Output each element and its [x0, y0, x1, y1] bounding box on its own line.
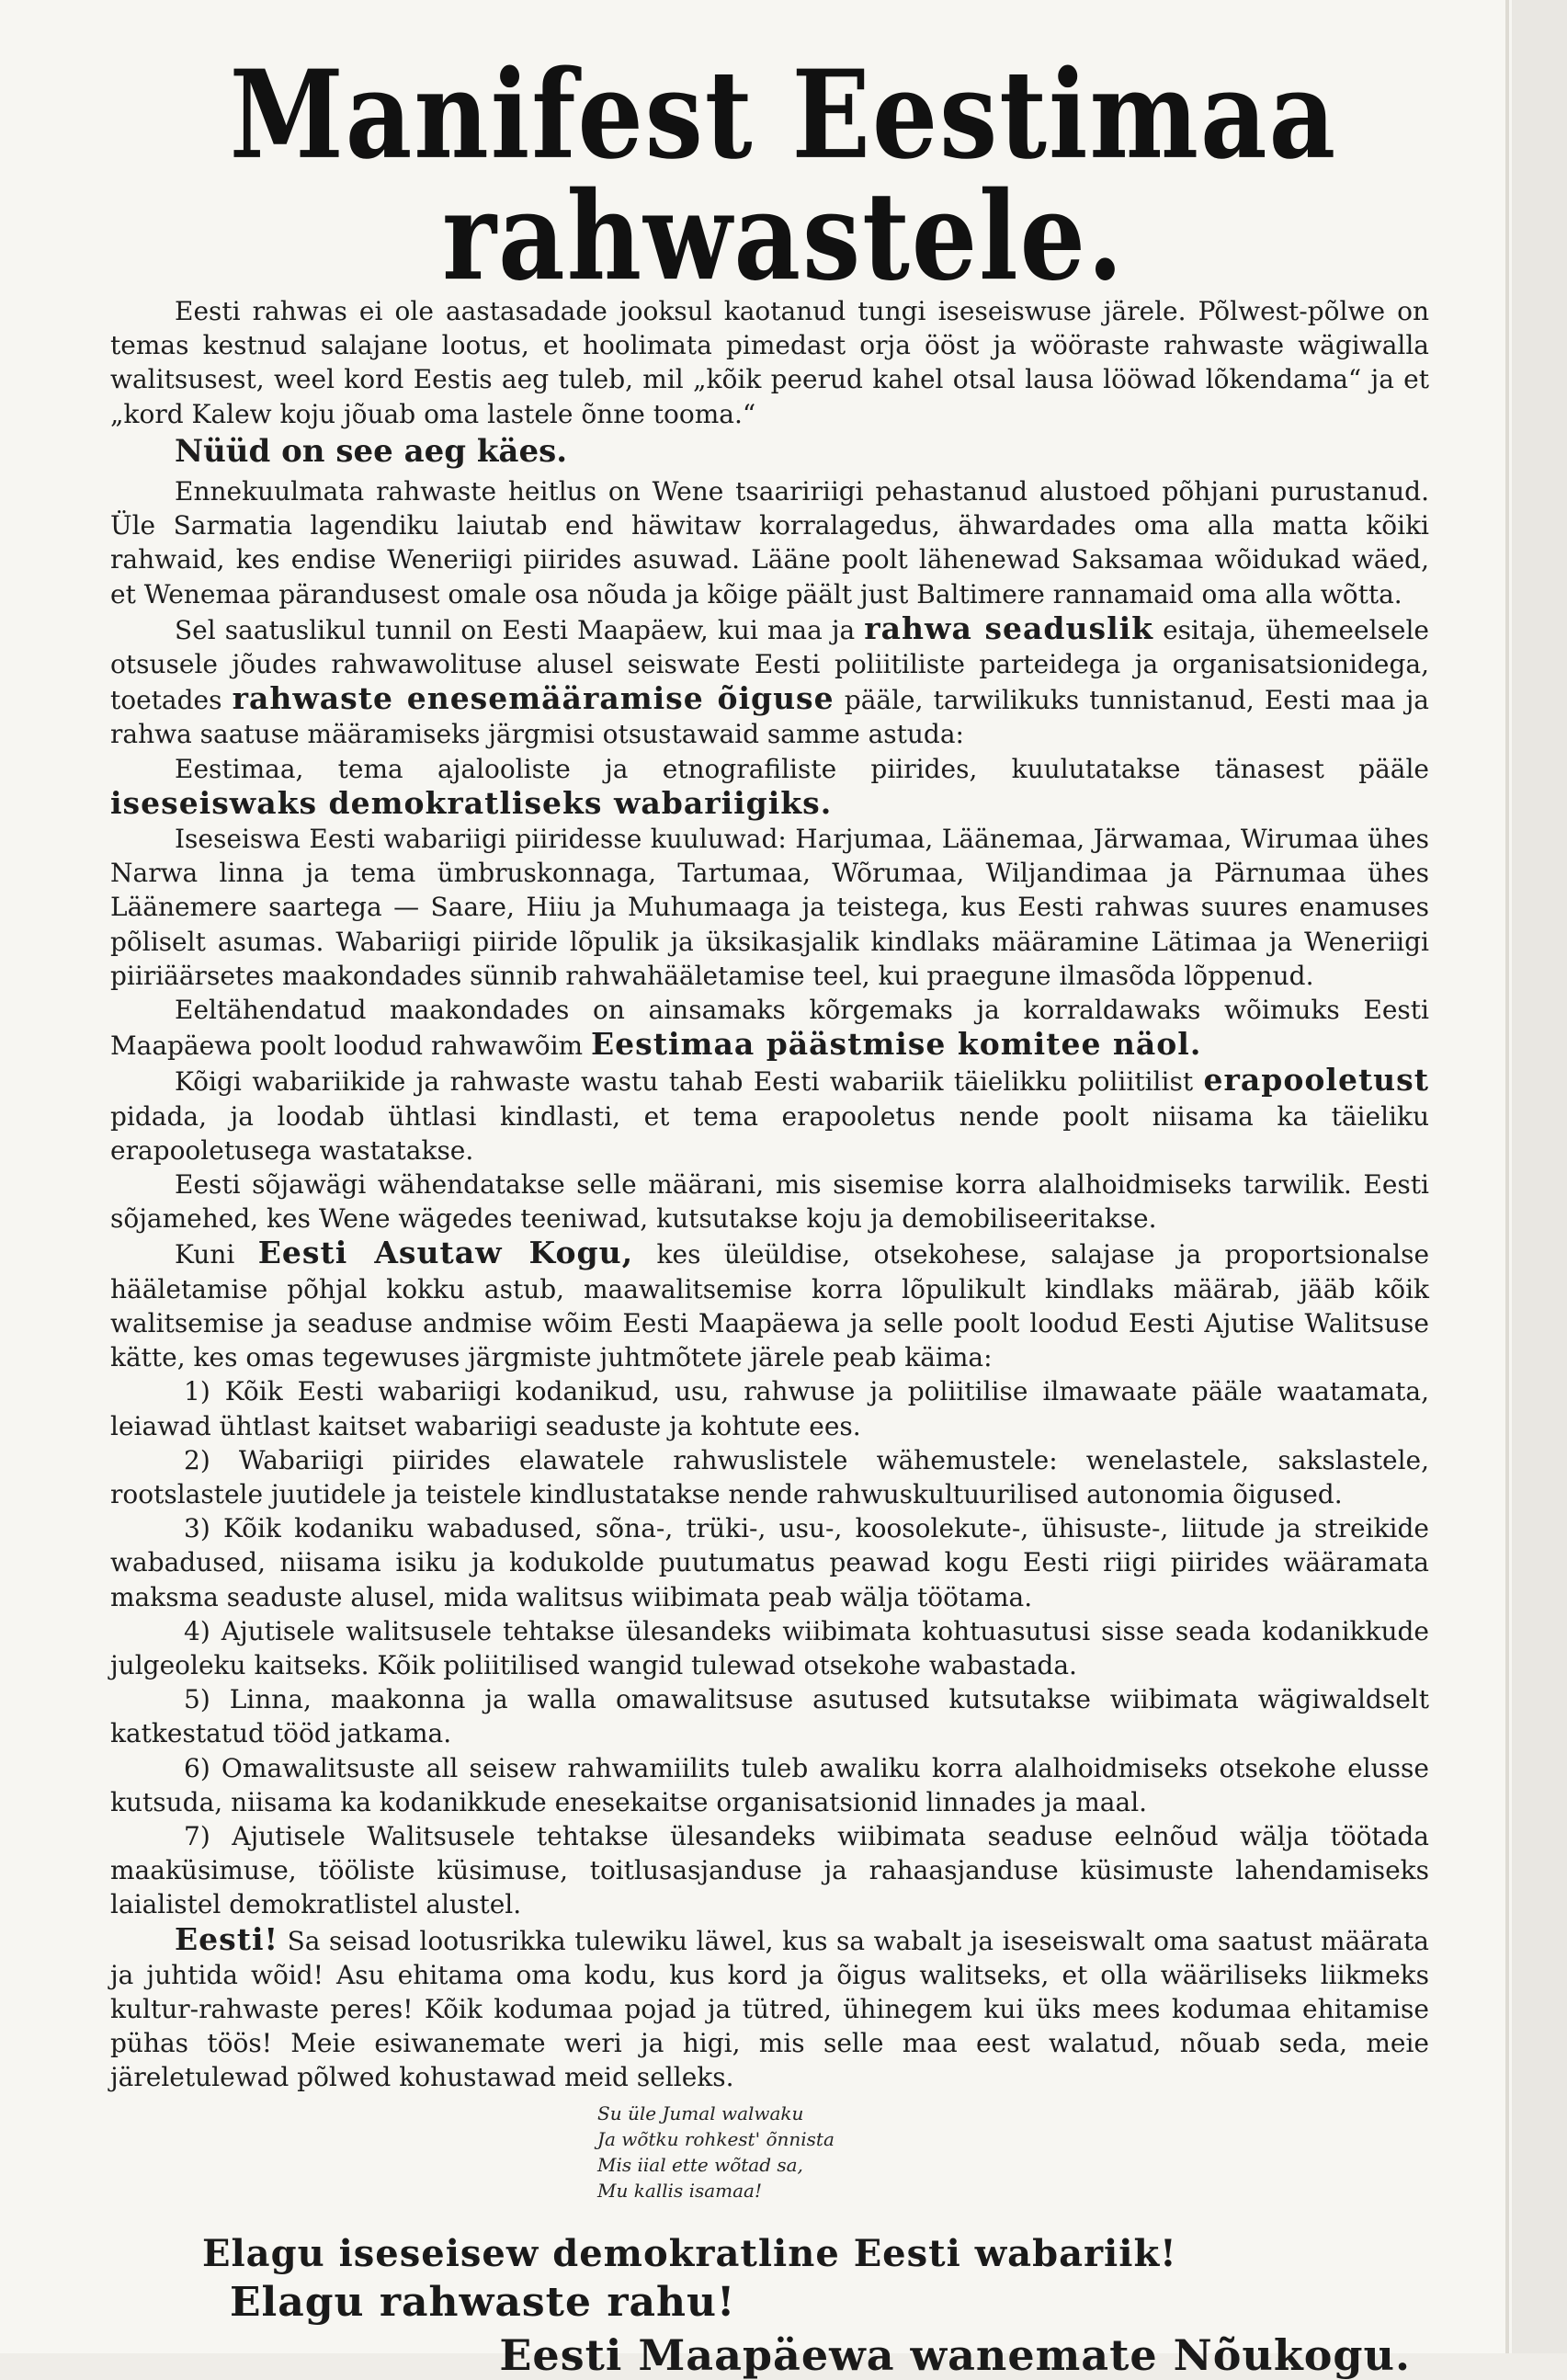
- paragraph-6-emphasis: erapooletust: [1203, 1062, 1429, 1099]
- closing-line-1: Elagu iseseisew demokratline Eesti wabariik!: [202, 2231, 1177, 2275]
- paragraph-6: [110, 1063, 1429, 1167]
- paragraph-8-text-a: Kuni: [175, 1239, 235, 1270]
- appeal-text: Sa seisad lootusrikka tulewiku läwel, kus sa wabalt ja iseseiswalt oma saatust määrata ja juhtida wõid! Asu ehitama oma kodu, kus kord ja õigus walitseks, et olla wääriliseks liikmeks kultur-rahwaste peres! Kõik kodumaa pojad ja tütred, ühinegem kui üks mees kodumaa ehitamise pühas töös! Meie esiwanemate weri ja higi, mis selle maa eest walatud, nõuab seda, meie järeletulewad põlwed kohustawad meid selleks.: [110, 1925, 1430, 2093]
- list-item-4: 4) Ajutisele walitsusele tehtakse ülesandeks wiibimata kohtuasutusi sisse seada kodanikkude julgeoleku kaitseks. Kõik poliitilised wangid tulewad otsekohe wabastada.: [110, 1615, 1429, 1680]
- list-item-2: 2) Wabariigi piirides elawatele rahwuslistele wähemustele: wenelastele, sakslastele, rootslastele juutidele ja teistele kindlustatakse nende rahwuskultuurilised autonomia õigused.: [110, 1444, 1429, 1509]
- list-item-5: 5) Linna, maakonna ja walla omawalitsuse asutused kutsutakse wiibimata wägiwaldselt katkestatud tööd jatkama.: [110, 1684, 1429, 1749]
- paragraph-2: [110, 611, 1429, 752]
- paragraph-8-text-b: kes üleüldise, otsekohese, salajase ja proportsionalse hääletamise põhjal kokku astub, maawalitsemise korra lõpulikult kindlaks määrab, jääb kõik walitsemise ja seaduse andmise wõim Eesti Maapäewa ja selle poolt loodud Eesti Ajutise Walitsuse kätte, kes omas tegewuses järgmiste juhtmõtete järele peab käima:: [110, 1239, 1430, 1373]
- paragraph-2-text-c: pääle, tarwilikuks tunnistanud, Eesti maa ja rahwa saatuse määramiseks järgmisi otsustawaid samme astuda:: [110, 685, 1429, 750]
- paragraph-2-text-b: esitaja, ühemeelsele otsusele jõudes rahwawolituse alusel seiswate Eesti poliitiliste parteidega ja organisatsionidega, toetades: [110, 614, 1429, 716]
- paragraph-1: Ennekuulmata rahwaste heitlus on Wene tsaaririigi pehastanud alustoed põhjani purustanud. Üle Sarmatia lagendiku laiutab end häwitaw korralagedus, ähwardades oma alla matta kõiki rahwaid, kes endise Weneriigi piirides asuwad. Lääne poolt lähenewad Saksamaa wõidukad wäed, et Wenemaa pärandusest omale osa nõuda ja kõige päält just Baltimere rannamaid oma alla wõtta.: [110, 476, 1429, 609]
- paragraph-5-text: Eeltähendatud maakondades on ainsamaks kõrgemaks ja korraldawaks wõimuks Eesti Maapäewa poolt loodud rahwawõim: [110, 995, 1429, 1062]
- list-item-6: 6) Omawalitsuste all seisew rahwamiilits tuleb awaliku korra alalhoidmiseks otsekohe elusse kutsuda, niisama ka kodanikkude enesekaitse organisatsionid linnades ja maal.: [110, 1752, 1429, 1817]
- paragraph-6-text-a: Kõigi wabariikide ja rahwaste wastu tahab Eesti wabariik täielikku poliitilist: [175, 1066, 1194, 1098]
- list-item-1: 1) Kõik Eesti wabariigi kodanikud, usu, rahwuse ja poliitilise ilmawaate pääle waatamata, leiawad ühtlast kaitset wabariigi seaduste ja kohtute ees.: [110, 1376, 1429, 1441]
- poem-line-1: Su üle Jumal walwaku: [597, 2101, 804, 2124]
- intro-paragraph: Eesti rahwas ei ole aastasadade jooksul kaotanud tungi iseseiswuse järele. Põlwest-põlwe on temas kestnud salajane lootus, et hoolimata pimedast orja ööst ja wööraste rahwaste wägiwalla walitsusest, weel kord Eestis aeg tuleb, mil „kõik peerud kahel otsal lausa lööwad lõkendama“ ja et „kord Kalew koju jõuab oma lastele õnne tooma.“: [110, 296, 1429, 429]
- manifesto-body: [110, 294, 1429, 2095]
- paragraph-2-emphasis-1: rahwa seaduslik: [864, 609, 1154, 646]
- paper-edge: [1512, 0, 1567, 2353]
- paragraph-6-text-b: pidada, ja loodab ühtlasi kindlasti, et tema erapooletus nende poolt niisama ka täieliku erapooletusega wastatakse.: [110, 1100, 1429, 1166]
- poem-line-3: Mis iial ette wõtad sa,: [597, 2153, 803, 2176]
- paragraph-5: [110, 993, 1429, 1063]
- paragraph-7: Eesti sõjawägi wähendatakse selle määrani, mis sisemise korra alalhoidmiseks tarwilik. Eesti sõjamehed, kes Wene wägedes teeniwad, kutsutakse koju ja demobilisееritakse.: [110, 1169, 1429, 1235]
- closing-line-2: Elagu rahwaste rahu!: [230, 2278, 736, 2326]
- paragraph-3-emphasis: iseseiswaks demokratliseks wabariigiks.: [110, 784, 833, 821]
- appeal-paragraph: [110, 1922, 1429, 2095]
- now-heading: Nüüd on see aeg käes.: [175, 432, 568, 470]
- page-title: Manifest Eestimaa rahwastele.: [229, 44, 1338, 308]
- list-item-7: 7) Ajutisele Walitsusele tehtakse ülesandeks wiibimata seaduse eelnõud wälja töötada maaküsimuse, tööliste küsimuse, toitlusasjanduse ja rahaasjanduse küsimuste lahendamiseks laialistel demokratlistel alustel.: [110, 1820, 1429, 1920]
- paragraph-2-text-a: Sel saatuslikul tunnil on Eesti Maapäew, kui maa ja: [175, 614, 856, 645]
- paragraph-3: [110, 752, 1429, 822]
- poem-verse: [597, 2101, 1429, 2203]
- poem-line-4: Mu kallis isamaa!: [597, 2179, 763, 2202]
- paragraph-4: Iseseiswa Eesti wabariigi piiridesse kuuluwad: Harjumaa, Läänemaa, Järwamaa, Wirumaa ühes Narwa linna ja tema ümbruskonnaga, Tartumaa, Wõrumaa, Wiljandimaa ja Pärnumaa ühes Läänemere saartega — Saare, Hiiu ja Muhumaaga ja teistega, kus Eesti rahwas suures enamuses põliselt asumas. Wabariigi piiride lõpulik ja üksikasjalik kindlaks määramine Lätimaa ja Weneriigi piiriäärsetes maakondades sünnib rahwahääletamise teel, kui praegune ilmasõda lõppenud.: [110, 824, 1429, 991]
- list-item-3: 3) Kõik kodaniku wabadused, sõna-, trüki-, usu-, koosolekute-, ühisuste-, liitude ja streikide wabadused, niisama isiku ja kodukolde puutumatus peawad kogu Eesti riigi piirides wääramata maksma seaduste alusel, mida walitsus wiibimata peab wälja töötama.: [110, 1513, 1429, 1612]
- paper-crease: [1505, 0, 1509, 2353]
- paragraph-3-text: Eestimaa, tema ajalooliste ja etnografiliste piirides, kuulutatakse tänasest pääle: [175, 753, 1429, 784]
- paragraph-8-emphasis: Eesti Asutaw Kogu,: [257, 1235, 634, 1271]
- signature: Eesti Maapäewa wanemate Nõukogu.: [499, 2329, 1411, 2380]
- paragraph-5-emphasis: Eestimaa päästmise komitee näol.: [591, 1026, 1202, 1063]
- paragraph-8: [110, 1236, 1429, 1374]
- appeal-emphasis: Eesti!: [175, 1920, 278, 1957]
- poem-line-2: Ja wõtku rohkest' õnnista: [597, 2127, 835, 2150]
- closing-block: [110, 2231, 1429, 2380]
- paragraph-2-emphasis-2: rahwaste enesemääramise õiguse: [232, 680, 835, 717]
